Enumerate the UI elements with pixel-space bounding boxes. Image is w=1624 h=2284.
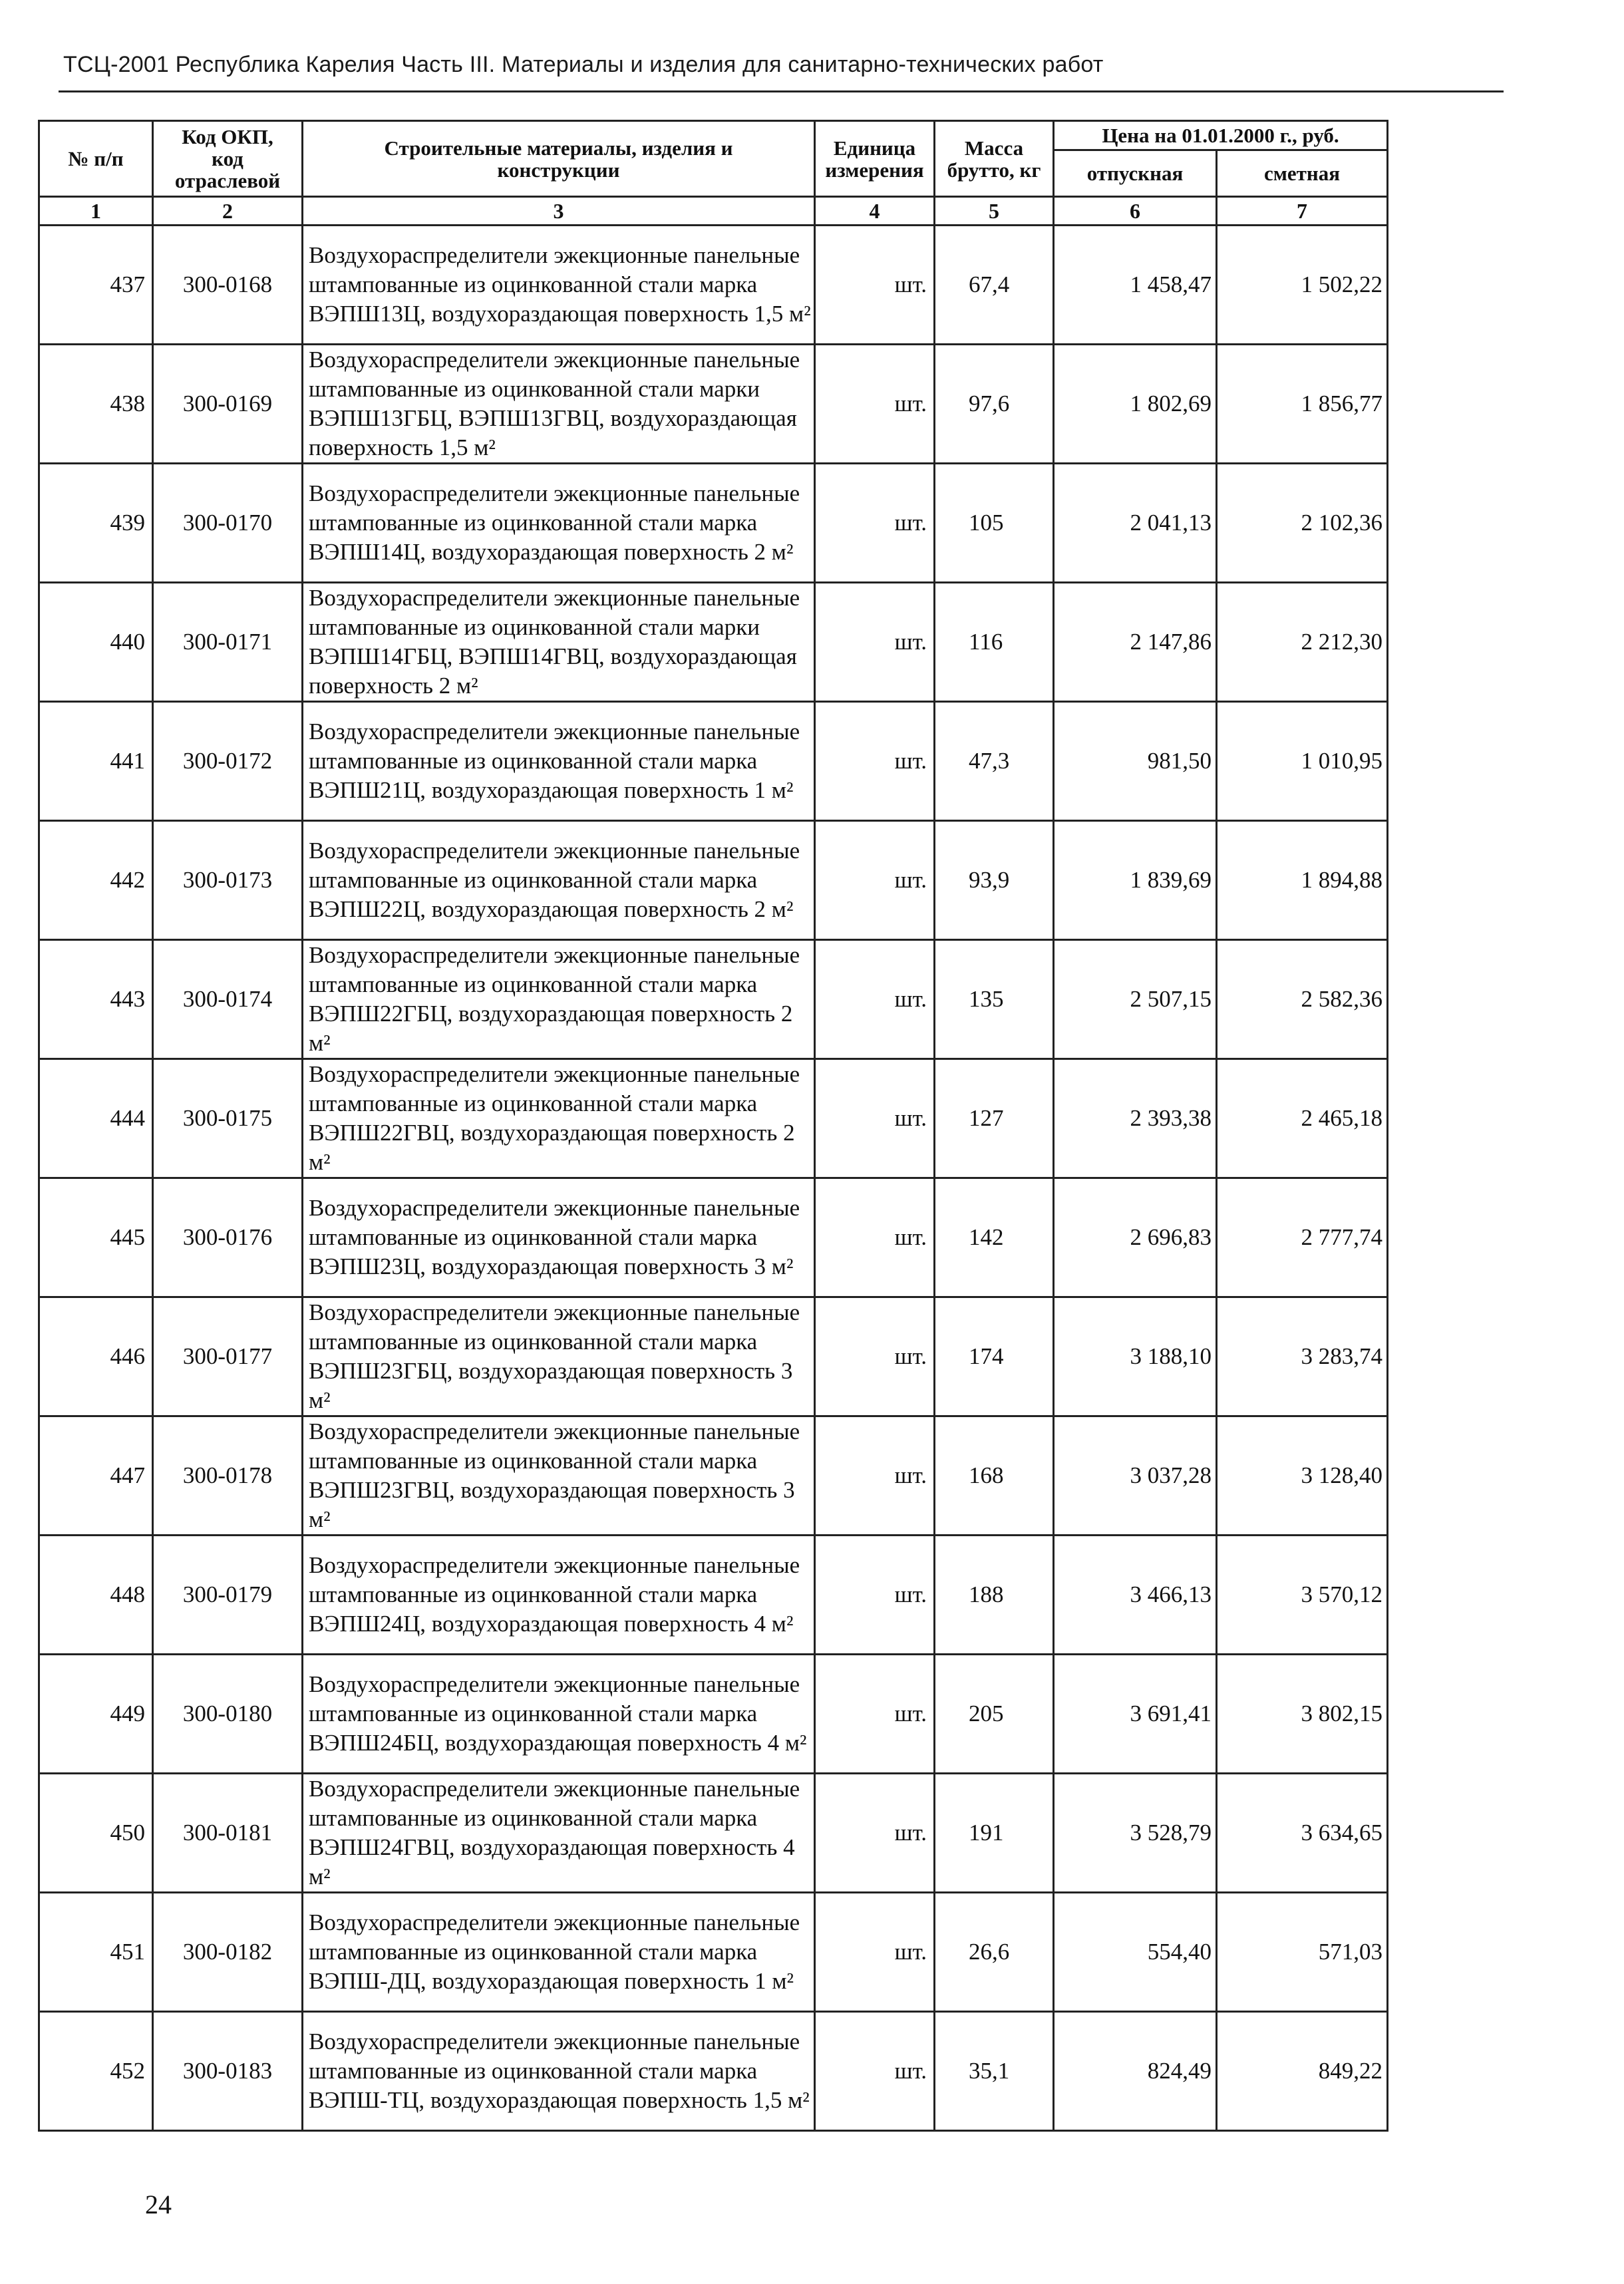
row-number: 450 xyxy=(39,1774,153,1893)
column-number: 5 xyxy=(935,197,1054,226)
header-mass: Масса брутто, кг xyxy=(935,121,1054,197)
row-price-release: 824,49 xyxy=(1054,2012,1217,2131)
row-price-release: 3 691,41 xyxy=(1054,1655,1217,1774)
row-code: 300-0180 xyxy=(153,1655,303,1774)
row-mass: 47,3 xyxy=(935,702,1054,821)
row-price-release: 2 393,38 xyxy=(1054,1059,1217,1178)
row-mass: 116 xyxy=(935,583,1054,702)
price-table xyxy=(38,120,1388,2132)
row-description: Воздухораспределители эжекционные панельные штампованные из оцинкованной стали марка ВЭПШ24Ц, воздухораздающая поверхность 4 м² xyxy=(303,1536,815,1655)
row-price-estimate: 2 777,74 xyxy=(1217,1178,1388,1297)
table-row xyxy=(39,1655,1388,1774)
row-price-release: 3 037,28 xyxy=(1054,1416,1217,1536)
row-code: 300-0175 xyxy=(153,1059,303,1178)
row-number: 446 xyxy=(39,1297,153,1416)
row-number: 443 xyxy=(39,940,153,1059)
row-price-estimate: 2 212,30 xyxy=(1217,583,1388,702)
row-code: 300-0174 xyxy=(153,940,303,1059)
table-row xyxy=(39,940,1388,1059)
row-unit: шт. xyxy=(815,1536,935,1655)
table-row xyxy=(39,1059,1388,1178)
page-number: 24 xyxy=(145,2190,172,2219)
row-description: Воздухораспределители эжекционные панельные штампованные из оцинкованной стали марка ВЭПШ23ГБЦ, воздухораздающая поверхность 3 м² xyxy=(303,1297,815,1416)
row-unit: шт. xyxy=(815,345,935,464)
table-row xyxy=(39,464,1388,583)
row-description: Воздухораспределители эжекционные панельные штампованные из оцинкованной стали марка ВЭПШ21Ц, воздухораздающая поверхность 1 м² xyxy=(303,702,815,821)
row-mass: 97,6 xyxy=(935,345,1054,464)
row-number: 449 xyxy=(39,1655,153,1774)
row-code: 300-0176 xyxy=(153,1178,303,1297)
row-price-release: 3 528,79 xyxy=(1054,1774,1217,1893)
table-row xyxy=(39,1416,1388,1536)
table-row xyxy=(39,1178,1388,1297)
row-description: Воздухораспределители эжекционные панельные штампованные из оцинкованной стали марка ВЭПШ13Ц, воздухораздающая поверхность 1,5 м² xyxy=(303,226,815,345)
row-description: Воздухораспределители эжекционные панельные штампованные из оцинкованной стали марка ВЭПШ14Ц, воздухораздающая поверхность 2 м² xyxy=(303,464,815,583)
row-description: Воздухораспределители эжекционные панельные штампованные из оцинкованной стали марка ВЭПШ24ГВЦ, воздухораздающая поверхность 4 м² xyxy=(303,1774,815,1893)
header-unit: Единица измерения xyxy=(815,121,935,197)
row-price-estimate: 1 856,77 xyxy=(1217,345,1388,464)
row-description: Воздухораспределители эжекционные панельные штампованные из оцинкованной стали марки ВЭПШ14ГБЦ, ВЭПШ14ГВЦ, воздухораздающая поверхность 2 м² xyxy=(303,583,815,702)
row-price-estimate: 2 582,36 xyxy=(1217,940,1388,1059)
row-price-release: 1 839,69 xyxy=(1054,821,1217,940)
row-code: 300-0177 xyxy=(153,1297,303,1416)
row-description: Воздухораспределители эжекционные панельные штампованные из оцинкованной стали марка ВЭПШ24БЦ, воздухораздающая поверхность 4 м² xyxy=(303,1655,815,1774)
row-unit: шт. xyxy=(815,702,935,821)
row-mass: 93,9 xyxy=(935,821,1054,940)
row-code: 300-0173 xyxy=(153,821,303,940)
table-row xyxy=(39,702,1388,821)
row-number: 448 xyxy=(39,1536,153,1655)
row-code: 300-0182 xyxy=(153,1893,303,2012)
row-mass: 191 xyxy=(935,1774,1054,1893)
row-price-estimate: 2 102,36 xyxy=(1217,464,1388,583)
row-price-estimate: 3 283,74 xyxy=(1217,1297,1388,1416)
row-price-release: 981,50 xyxy=(1054,702,1217,821)
row-price-estimate: 3 570,12 xyxy=(1217,1536,1388,1655)
row-unit: шт. xyxy=(815,464,935,583)
row-description: Воздухораспределители эжекционные панельные штампованные из оцинкованной стали марка ВЭПШ-ДЦ, воздухораздающая поверхность 1 м² xyxy=(303,1893,815,2012)
row-price-release: 1 802,69 xyxy=(1054,345,1217,464)
row-price-estimate: 1 010,95 xyxy=(1217,702,1388,821)
header-num: № п/п xyxy=(39,121,153,197)
row-price-estimate: 3 634,65 xyxy=(1217,1774,1388,1893)
row-code: 300-0183 xyxy=(153,2012,303,2131)
row-description: Воздухораспределители эжекционные панельные штампованные из оцинкованной стали марка ВЭПШ22Ц, воздухораздающая поверхность 2 м² xyxy=(303,821,815,940)
row-price-estimate: 1 894,88 xyxy=(1217,821,1388,940)
header-price-estimate: сметная xyxy=(1217,150,1388,197)
row-code: 300-0169 xyxy=(153,345,303,464)
row-price-release: 2 507,15 xyxy=(1054,940,1217,1059)
row-price-estimate: 571,03 xyxy=(1217,1893,1388,2012)
column-number: 4 xyxy=(815,197,935,226)
row-price-release: 2 041,13 xyxy=(1054,464,1217,583)
row-price-release: 2 147,86 xyxy=(1054,583,1217,702)
header-divider xyxy=(59,90,1504,92)
row-unit: шт. xyxy=(815,1774,935,1893)
header-price-release: отпускная xyxy=(1054,150,1217,197)
row-price-estimate: 3 802,15 xyxy=(1217,1655,1388,1774)
row-code: 300-0172 xyxy=(153,702,303,821)
row-number: 442 xyxy=(39,821,153,940)
row-mass: 188 xyxy=(935,1536,1054,1655)
row-description: Воздухораспределители эжекционные панельные штампованные из оцинкованной стали марка ВЭПШ23ГВЦ, воздухораздающая поверхность 3 м² xyxy=(303,1416,815,1536)
table-row xyxy=(39,1536,1388,1655)
row-description: Воздухораспределители эжекционные панельные штампованные из оцинкованной стали марки ВЭПШ13ГБЦ, ВЭПШ13ГВЦ, воздухораздающая поверхность 1,5 м² xyxy=(303,345,815,464)
row-mass: 35,1 xyxy=(935,2012,1054,2131)
row-unit: шт. xyxy=(815,583,935,702)
row-price-estimate: 1 502,22 xyxy=(1217,226,1388,345)
row-number: 444 xyxy=(39,1059,153,1178)
row-unit: шт. xyxy=(815,1178,935,1297)
row-price-release: 1 458,47 xyxy=(1054,226,1217,345)
table-row xyxy=(39,226,1388,345)
row-unit: шт. xyxy=(815,226,935,345)
row-number: 437 xyxy=(39,226,153,345)
column-number: 7 xyxy=(1217,197,1388,226)
row-price-estimate: 3 128,40 xyxy=(1217,1416,1388,1536)
row-mass: 205 xyxy=(935,1655,1054,1774)
column-number: 6 xyxy=(1054,197,1217,226)
column-number: 3 xyxy=(303,197,815,226)
row-code: 300-0168 xyxy=(153,226,303,345)
row-unit: шт. xyxy=(815,940,935,1059)
row-code: 300-0178 xyxy=(153,1416,303,1536)
header-code: Код ОКП, код отраслевой xyxy=(153,121,303,197)
row-unit: шт. xyxy=(815,1893,935,2012)
row-number: 440 xyxy=(39,583,153,702)
row-number: 439 xyxy=(39,464,153,583)
row-mass: 105 xyxy=(935,464,1054,583)
row-mass: 67,4 xyxy=(935,226,1054,345)
row-mass: 127 xyxy=(935,1059,1054,1178)
row-price-release: 3 188,10 xyxy=(1054,1297,1217,1416)
row-price-release: 2 696,83 xyxy=(1054,1178,1217,1297)
column-number: 2 xyxy=(153,197,303,226)
row-unit: шт. xyxy=(815,1059,935,1178)
table-row xyxy=(39,2012,1388,2131)
row-number: 445 xyxy=(39,1178,153,1297)
page-header: ТСЦ-2001 Республика Карелия Часть III. Материалы и изделия для санитарно-технических работ xyxy=(63,52,1104,77)
row-price-release: 554,40 xyxy=(1054,1893,1217,2012)
row-mass: 168 xyxy=(935,1416,1054,1536)
row-price-release: 3 466,13 xyxy=(1054,1536,1217,1655)
table-row xyxy=(39,1297,1388,1416)
row-code: 300-0170 xyxy=(153,464,303,583)
row-description: Воздухораспределители эжекционные панельные штампованные из оцинкованной стали марка ВЭПШ22ГВЦ, воздухораздающая поверхность 2 м² xyxy=(303,1059,815,1178)
header-price-group: Цена на 01.01.2000 г., руб. xyxy=(1054,121,1388,150)
table-row xyxy=(39,821,1388,940)
row-unit: шт. xyxy=(815,821,935,940)
row-number: 447 xyxy=(39,1416,153,1536)
column-number-row xyxy=(39,197,1388,226)
row-code: 300-0179 xyxy=(153,1536,303,1655)
row-mass: 26,6 xyxy=(935,1893,1054,2012)
row-mass: 142 xyxy=(935,1178,1054,1297)
row-mass: 174 xyxy=(935,1297,1054,1416)
row-price-estimate: 849,22 xyxy=(1217,2012,1388,2131)
row-unit: шт. xyxy=(815,2012,935,2131)
column-number: 1 xyxy=(39,197,153,226)
row-code: 300-0181 xyxy=(153,1774,303,1893)
row-price-estimate: 2 465,18 xyxy=(1217,1059,1388,1178)
row-code: 300-0171 xyxy=(153,583,303,702)
row-unit: шт. xyxy=(815,1416,935,1536)
row-mass: 135 xyxy=(935,940,1054,1059)
row-number: 452 xyxy=(39,2012,153,2131)
row-unit: шт. xyxy=(815,1297,935,1416)
row-unit: шт. xyxy=(815,1655,935,1774)
row-description: Воздухораспределители эжекционные панельные штампованные из оцинкованной стали марка ВЭПШ-ТЦ, воздухораздающая поверхность 1,5 м² xyxy=(303,2012,815,2131)
row-number: 441 xyxy=(39,702,153,821)
row-description: Воздухораспределители эжекционные панельные штампованные из оцинкованной стали марка ВЭПШ22ГБЦ, воздухораздающая поверхность 2 м² xyxy=(303,940,815,1059)
row-number: 438 xyxy=(39,345,153,464)
header-name: Строительные материалы, изделия и конструкции xyxy=(303,121,815,197)
table-row xyxy=(39,345,1388,464)
row-description: Воздухораспределители эжекционные панельные штампованные из оцинкованной стали марка ВЭПШ23Ц, воздухораздающая поверхность 3 м² xyxy=(303,1178,815,1297)
table-row xyxy=(39,1774,1388,1893)
row-number: 451 xyxy=(39,1893,153,2012)
table-row xyxy=(39,1893,1388,2012)
table-row xyxy=(39,583,1388,702)
